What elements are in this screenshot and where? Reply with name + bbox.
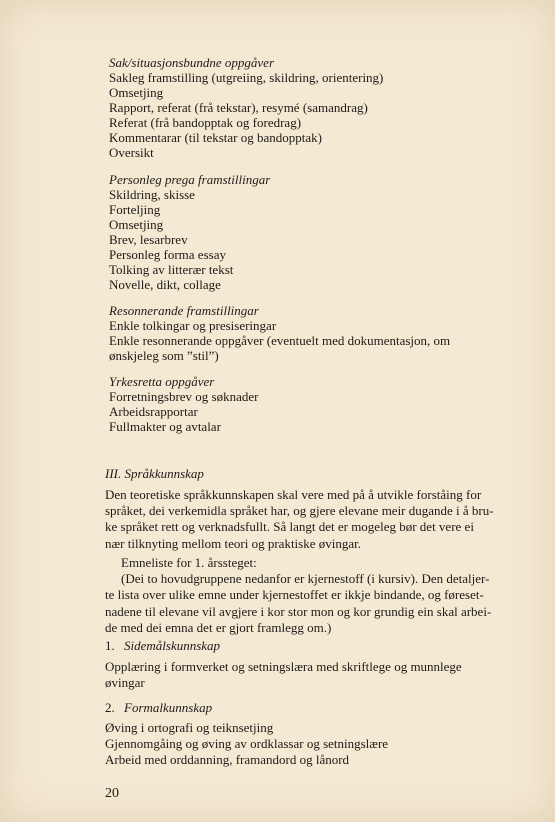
intro-paragraph <box>105 487 517 552</box>
list-item: Brev, lesarbrev <box>109 232 188 247</box>
list-item: Kommentarar (til tekstar og bandopptak) <box>109 130 322 145</box>
paragraph-line: øvingar <box>105 675 145 691</box>
paragraph-line: språket, dei verkemidla språket har, og gjere elevane meir dugande i å bru- <box>105 503 494 519</box>
paragraph-line: te lista over ulike emne under kjernestoffet er ikkje bindande, og føreset- <box>105 587 484 603</box>
subsection-title: Sidemålskunnskap <box>124 638 221 653</box>
paragraph-line: Øving i ortografi og teiknsetjing <box>105 720 274 735</box>
paragraph-line: ke språket rett og verknadsfullt. Så langt det er mogeleg bør det vere ei <box>105 519 474 535</box>
list-item: Arbeidsrapportar <box>109 404 198 419</box>
paragraph-line: nadene til elevane vil avgjere i kor stor mon og kor grundig ein skal arbei- <box>105 603 492 619</box>
list-item: Enkle resonnerande oppgåver (eventuelt med dokumentasjon, om <box>109 333 451 348</box>
subsection-body-1 <box>105 659 517 691</box>
list-item: Tolking av litterær tekst <box>109 262 234 277</box>
section-resonnerande <box>109 303 529 363</box>
section-sak-situasjonsbundne <box>109 55 529 160</box>
subsection-number: 2. <box>105 700 115 715</box>
paragraph-line: Gjennomgåing og øving av ordklassar og setningslære <box>105 736 389 752</box>
subsection-title: Formalkunnskap <box>124 700 213 715</box>
paragraph-line: Arbeid med orddanning, framandord og lånord <box>105 752 350 768</box>
subsection-body-2 <box>105 720 517 769</box>
list-item: Fullmakter og avtalar <box>109 419 221 434</box>
part-heading: III. Språkkunnskap <box>105 466 204 481</box>
paragraph-line: de med dei emna det er gjort framlegg om.) <box>105 619 332 635</box>
list-item: Novelle, dikt, collage <box>109 277 221 292</box>
list-item: Omsetjing <box>109 217 164 232</box>
list-item: Oversikt <box>109 145 154 160</box>
list-item: Rapport, referat (frå tekstar), resymé (samandrag) <box>109 100 368 115</box>
section-heading: Resonnerande framstillingar <box>109 303 259 318</box>
section-heading: Sak/situasjonsbundne oppgåver <box>109 55 275 70</box>
list-item: Referat (frå bandopptak og foredrag) <box>109 115 302 130</box>
subsection-heading-1 <box>105 638 517 654</box>
emneliste-paragraph <box>105 555 517 636</box>
list-item: Omsetjing <box>109 85 164 100</box>
section-heading: Yrkesretta oppgåver <box>109 374 215 389</box>
section-yrkesretta <box>109 374 529 434</box>
list-item: Forretningsbrev og søknader <box>109 389 259 404</box>
list-item: Sakleg framstilling (utgreiing, skildring, orientering) <box>109 70 384 85</box>
section-personleg-prega <box>109 172 529 292</box>
list-item: Forteljing <box>109 202 161 217</box>
paragraph-line: nær tilknyting mellom teori og praktiske øvingar. <box>105 535 361 551</box>
section-heading: Personleg prega framstillingar <box>109 172 271 187</box>
list-item: ønskjeleg som ”stil”) <box>109 348 219 363</box>
paragraph-line: (Dei to hovudgruppene nedanfor er kjernestoff (i kursiv). Den detaljer- <box>121 571 490 587</box>
list-item: Personleg forma essay <box>109 247 226 262</box>
paragraph-line: Den teoretiske språkkunnskapen skal vere med på å utvikle forståing for <box>105 487 482 502</box>
subsection-number: 1. <box>105 638 115 653</box>
paragraph-line: Opplæring i formverket og setningslæra med skriftlege og munnlege <box>105 659 462 674</box>
list-item: Enkle tolkingar og presiseringar <box>109 318 277 333</box>
paragraph-line: Emneliste for 1. årssteget: <box>121 555 257 570</box>
list-item: Skildring, skisse <box>109 187 195 202</box>
page-number: 20 <box>105 786 119 801</box>
subsection-heading-2 <box>105 700 517 716</box>
